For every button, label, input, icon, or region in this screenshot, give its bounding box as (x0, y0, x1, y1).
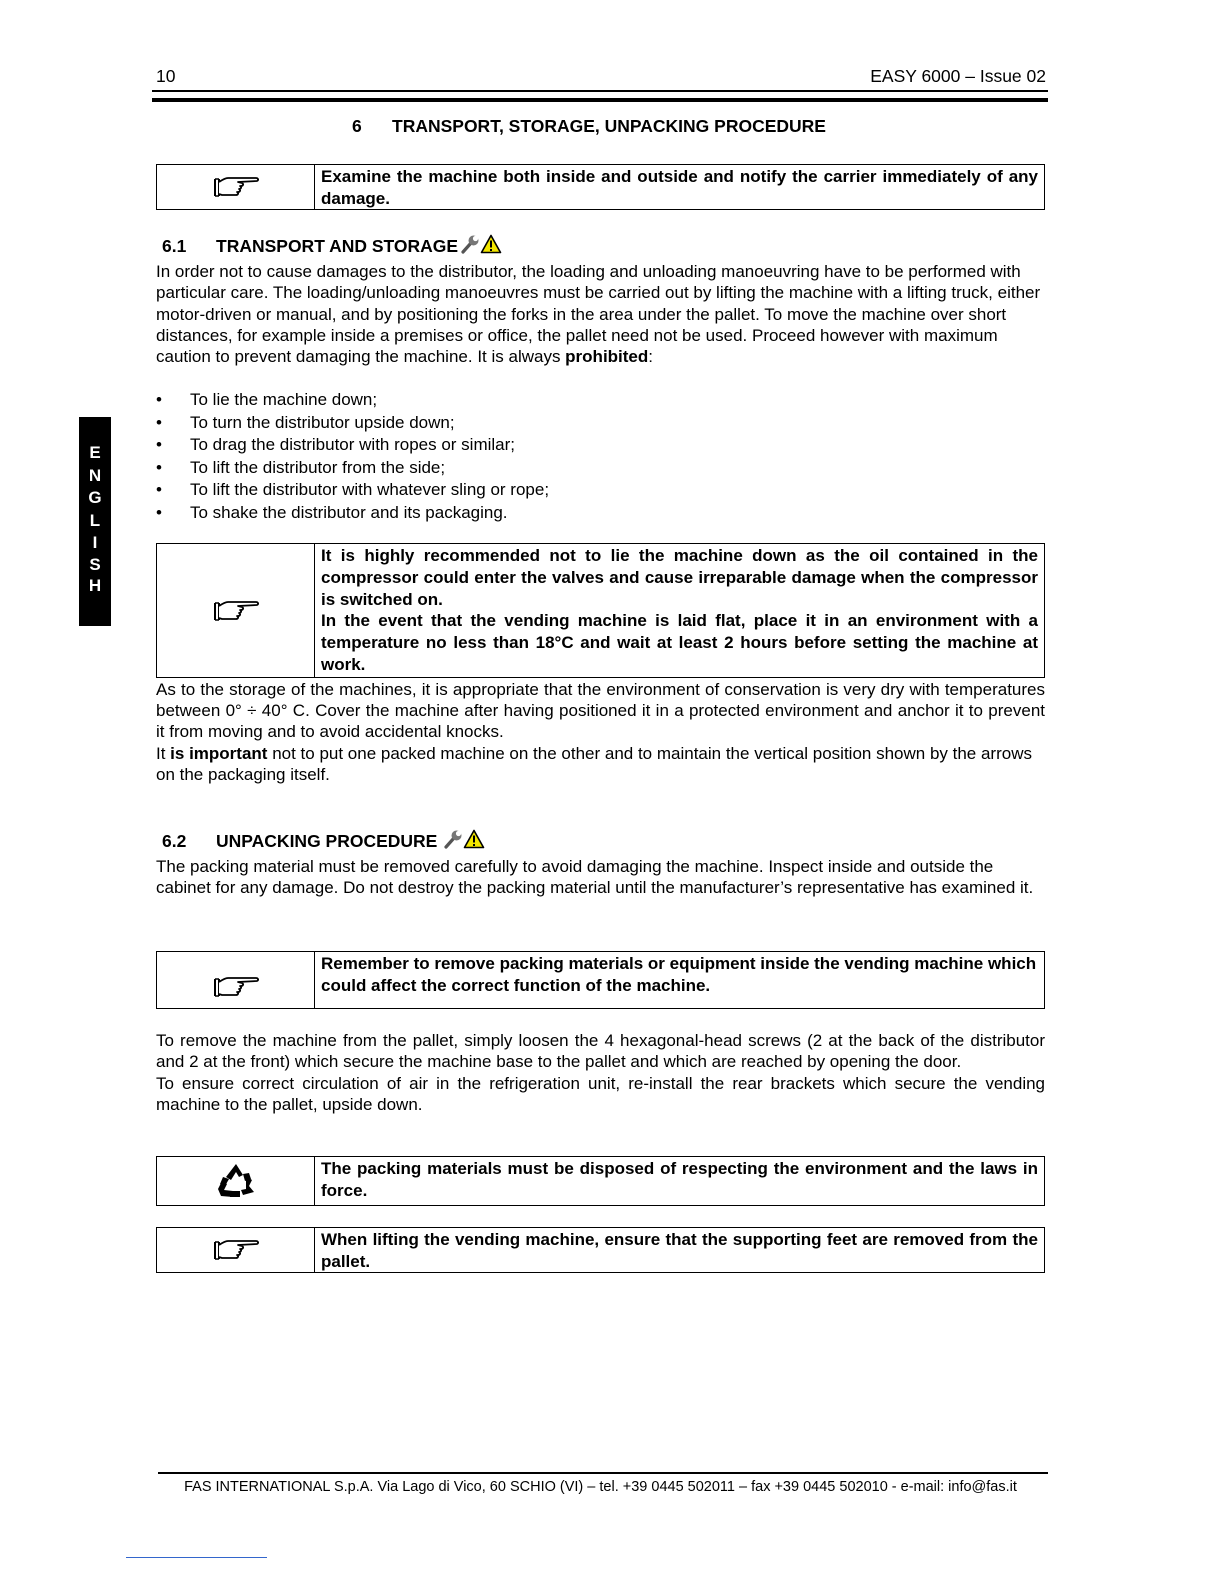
recycle-icon (216, 1162, 256, 1200)
footnote-separator (126, 1557, 267, 1558)
storage-paragraph (156, 679, 1045, 785)
wrench-icon (460, 234, 480, 254)
footer-rule (158, 1472, 1048, 1474)
important-pre: It (156, 743, 171, 763)
chapter-title-text: TRANSPORT, STORAGE, UNPACKING PROCEDURE (392, 116, 826, 136)
language-tab-letter: S (89, 555, 101, 574)
transport-intro-text: In order not to cause damages to the distributor, the loading and unloading manoeuvring have to be performed with particular care. The loading/unloading manoeuvres must be carried out by lifting the machine with a lifting truck, either motor-driven or manual, and by positioning the forks in the area under the pallet. To move the machine over short distances, for example inside a premises or office, the pallet need not be used. Proceed however with maximum caution to prevent damaging the machine. It is always (156, 262, 1041, 367)
air-text: To ensure correct circulation of air in the refrigeration unit, re-install the rear brackets which secure the vending machine to the pallet, upside down. (156, 1073, 1045, 1114)
warning-triangle-icon (480, 234, 502, 254)
language-tab-letter: G (88, 488, 102, 507)
note-remove-packing (156, 951, 1045, 1009)
note-lie-down-text-2: In the event that the vending machine is laid flat, place it in an environment with a temperature no less than 18°C and wait at least 2 hours before setting the machine at work. (321, 611, 1038, 674)
note-lie-down-text-1: It is highly recommended not to lie the machine down as the oil contained in the compressor could enter the valves and cause irreparable damage when the compressor is switched on. (321, 546, 1038, 609)
wrench-icon (443, 829, 463, 849)
note-lie-down (156, 543, 1045, 678)
section-title: TRANSPORT AND STORAGE (216, 236, 459, 256)
language-tab-letter: H (88, 576, 102, 595)
intro-colon: : (648, 347, 654, 367)
storage-text: As to the storage of the machines, it is appropriate that the environment of conservation is very dry with temperatures between 0° ÷ 40° C. Cover the machine after having positioned it in a protected environment and anchor it to prevent it from moving and to avoid accidental knocks. (156, 680, 1045, 742)
chapter-title (352, 116, 826, 137)
section-6-1-heading (162, 234, 502, 257)
footer-text: FAS INTERNATIONAL S.p.A. Via Lago di Vico, 60 SCHIO (VI) – tel. +39 0445 502011 – fax +39 0445 502010 - e-mail: info@fas.it (184, 1479, 1017, 1495)
list-item: • To lie the machine down; (156, 389, 549, 412)
list-item: • To lift the distributor with whatever sling or rope; (156, 479, 549, 502)
important-emphasis: is important (170, 743, 268, 763)
list-item: • To turn the distributor upside down; (156, 412, 549, 435)
unpacking-intro-text: The packing material must be removed carefully to avoid damaging the machine. Inspect inside and outside the cabinet for any damage. Do not destroy the packing material until the manufacturer’s representative has examined it. (156, 857, 1034, 898)
language-tab-letter: E (89, 443, 101, 462)
section-number: 6.2 (162, 831, 187, 851)
pointing-hand-icon (212, 1237, 260, 1263)
warning-triangle-icon (463, 829, 485, 849)
header-rule-thin (152, 90, 1048, 92)
section-title: UNPACKING PROCEDURE (216, 831, 438, 851)
header-rule-thick (152, 98, 1048, 102)
language-tab-letter: L (89, 511, 101, 530)
note-remove-packing-text: Remember to remove packing materials or equipment inside the vending machine which could affect the correct function of the machine. (321, 954, 1037, 995)
list-item: • To lift the distributor from the side; (156, 457, 549, 480)
language-tab-letter: I (92, 533, 98, 552)
section-number: 6.1 (162, 236, 187, 256)
chapter-number: 6 (352, 116, 362, 136)
note-recycle-text: The packing materials must be disposed of respecting the environment and the laws in force. (321, 1159, 1038, 1200)
unpacking-intro (156, 856, 1045, 899)
page-number: 10 (156, 66, 176, 86)
pointing-hand-icon (212, 598, 260, 624)
pointing-hand-icon (212, 974, 260, 1000)
note-recycle (156, 1156, 1045, 1206)
pallet-paragraph (156, 1030, 1045, 1115)
pallet-text: To remove the machine from the pallet, simply loosen the 4 hexagonal-head screws (2 at the back of the distributor and 2 at the front) which secure the machine base to the pallet and which are reached by opening the door. (156, 1031, 1045, 1072)
section-6-2-heading (162, 829, 485, 852)
important-text: not to put one packed machine on the other and to maintain the vertical position shown by the arrows on the packaging itself. (156, 743, 1032, 784)
note-examine (156, 164, 1045, 210)
language-tab-letter: N (88, 466, 102, 485)
note-examine-text: Examine the machine both inside and outside and notify the carrier immediately of any damage. (321, 167, 1038, 208)
prohibited-emphasis: prohibited (565, 347, 649, 367)
transport-intro (156, 261, 1045, 367)
list-item: • To drag the distributor with ropes or similar; (156, 434, 549, 457)
document-title: EASY 6000 – Issue 02 (870, 66, 1046, 86)
language-tab (79, 417, 111, 626)
note-feet (156, 1227, 1045, 1273)
prohibited-list (156, 389, 549, 525)
list-item: • To shake the distributor and its packaging. (156, 502, 549, 525)
note-feet-text: When lifting the vending machine, ensure that the supporting feet are removed from the pallet. (321, 1230, 1038, 1271)
pointing-hand-icon (212, 174, 260, 200)
